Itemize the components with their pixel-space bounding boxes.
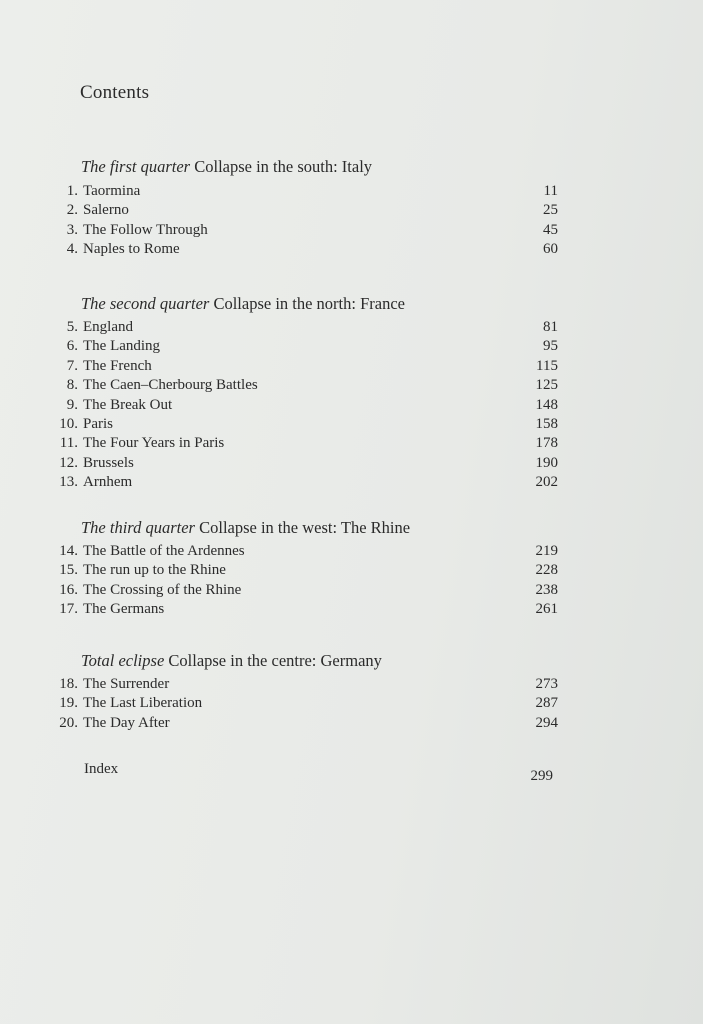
chapter-number: 5. bbox=[66, 319, 78, 335]
chapter-number: 12. bbox=[59, 454, 78, 471]
page-number: 219 bbox=[535, 543, 558, 559]
chapter-number: 17. bbox=[59, 601, 78, 618]
chapter-number: 20. bbox=[59, 714, 78, 731]
part-title bbox=[81, 518, 410, 538]
page-number: 190 bbox=[535, 454, 558, 471]
page-number: 95 bbox=[543, 338, 558, 355]
toc-entry[interactable] bbox=[0, 241, 703, 260]
page-number: 45 bbox=[543, 221, 558, 238]
part-title bbox=[81, 157, 372, 177]
chapter-number: 1. bbox=[66, 183, 78, 199]
part-title-italic: Total eclipse bbox=[81, 651, 165, 670]
page-number: 148 bbox=[535, 396, 558, 413]
chapter-title: The Surrender bbox=[83, 676, 170, 692]
chapter-number: 8. bbox=[66, 377, 78, 394]
chapter-title: The Germans bbox=[83, 601, 165, 618]
page-number: 287 bbox=[535, 695, 558, 712]
chapter-title: The French bbox=[83, 357, 152, 374]
toc-entry[interactable] bbox=[0, 715, 703, 734]
page-number: 273 bbox=[535, 676, 558, 692]
part-title-rest: Collapse in the west: The Rhine bbox=[194, 518, 411, 537]
page-number: 11 bbox=[543, 183, 558, 199]
toc-entry[interactable] bbox=[0, 676, 703, 695]
part-title bbox=[81, 651, 382, 671]
page-number: 115 bbox=[536, 357, 558, 374]
page-number: 125 bbox=[535, 377, 558, 394]
chapter-title: The run up to the Rhine bbox=[83, 562, 226, 579]
page-number: 261 bbox=[535, 601, 558, 618]
chapter-number: 16. bbox=[59, 581, 78, 598]
toc-entry[interactable] bbox=[0, 377, 703, 396]
chapter-number: 9. bbox=[66, 396, 78, 413]
chapter-number: 14. bbox=[59, 543, 78, 559]
chapter-number: 2. bbox=[66, 202, 78, 219]
page-number: 228 bbox=[535, 562, 558, 579]
chapter-title: The Four Years in Paris bbox=[83, 435, 225, 452]
chapter-title: Arnhem bbox=[83, 474, 133, 491]
chapter-number: 4. bbox=[66, 240, 78, 257]
chapter-number: 11. bbox=[59, 435, 78, 452]
page-number: 202 bbox=[535, 474, 558, 491]
chapter-title: Brussels bbox=[83, 454, 134, 471]
page-number: 60 bbox=[543, 240, 558, 257]
toc-entry[interactable] bbox=[0, 338, 703, 357]
chapter-number: 19. bbox=[59, 695, 78, 712]
index-entry-label[interactable]: Index bbox=[84, 761, 119, 777]
toc-entry[interactable] bbox=[0, 455, 703, 474]
toc-entry[interactable] bbox=[0, 183, 703, 202]
page-number: 238 bbox=[535, 581, 558, 598]
chapter-title: The Follow Through bbox=[83, 221, 208, 238]
toc-entry[interactable] bbox=[0, 562, 703, 581]
chapter-number: 6. bbox=[66, 338, 78, 355]
part-title bbox=[81, 294, 405, 314]
chapter-number: 13. bbox=[59, 474, 78, 491]
toc-entry[interactable] bbox=[0, 358, 703, 377]
part-title-rest: Collapse in the centre: Germany bbox=[164, 651, 382, 670]
part-title-rest: Collapse in the north: France bbox=[209, 294, 405, 313]
chapter-title: Taormina bbox=[83, 183, 141, 199]
chapter-number: 3. bbox=[66, 221, 78, 238]
chapter-title: Naples to Rome bbox=[83, 240, 180, 257]
part-title-rest: Collapse in the south: Italy bbox=[190, 157, 373, 176]
part-title-italic: The second quarter bbox=[81, 294, 210, 313]
chapter-number: 10. bbox=[59, 416, 78, 432]
toc-entry[interactable] bbox=[0, 543, 703, 562]
toc-entry[interactable] bbox=[0, 601, 703, 620]
toc-entry[interactable] bbox=[0, 582, 703, 601]
chapter-number: 7. bbox=[66, 357, 78, 374]
chapter-title: The Crossing of the Rhine bbox=[83, 581, 242, 598]
chapter-title: The Battle of the Ardennes bbox=[83, 543, 245, 559]
chapter-title: Salerno bbox=[83, 202, 129, 219]
chapter-number: 15. bbox=[59, 562, 78, 579]
chapter-title: The Landing bbox=[83, 338, 161, 355]
part-title-italic: The third quarter bbox=[81, 518, 195, 537]
toc-entry[interactable] bbox=[0, 695, 703, 714]
page-number: 294 bbox=[535, 714, 558, 731]
chapter-title: The Break Out bbox=[83, 396, 173, 413]
chapter-title: The Caen–Cherbourg Battles bbox=[83, 377, 258, 394]
page-title: Contents bbox=[80, 82, 150, 103]
page-number: 81 bbox=[543, 319, 558, 335]
chapter-title: England bbox=[83, 319, 133, 335]
toc-entry[interactable] bbox=[0, 202, 703, 221]
page-number: 178 bbox=[535, 435, 558, 452]
chapter-title: Paris bbox=[83, 416, 113, 432]
chapter-title: The Day After bbox=[83, 714, 170, 731]
page-number: 158 bbox=[535, 416, 558, 432]
toc-entry[interactable] bbox=[0, 222, 703, 241]
toc-entry[interactable] bbox=[0, 474, 703, 493]
index-page-number: 299 bbox=[530, 768, 553, 784]
toc-entry[interactable] bbox=[0, 319, 703, 338]
toc-entry[interactable] bbox=[0, 435, 703, 454]
toc-entry[interactable] bbox=[0, 397, 703, 416]
toc-entry[interactable] bbox=[0, 416, 703, 435]
chapter-title: The Last Liberation bbox=[83, 695, 203, 712]
part-title-italic: The first quarter bbox=[81, 157, 191, 176]
chapter-number: 18. bbox=[59, 676, 78, 692]
page-number: 25 bbox=[543, 202, 558, 219]
